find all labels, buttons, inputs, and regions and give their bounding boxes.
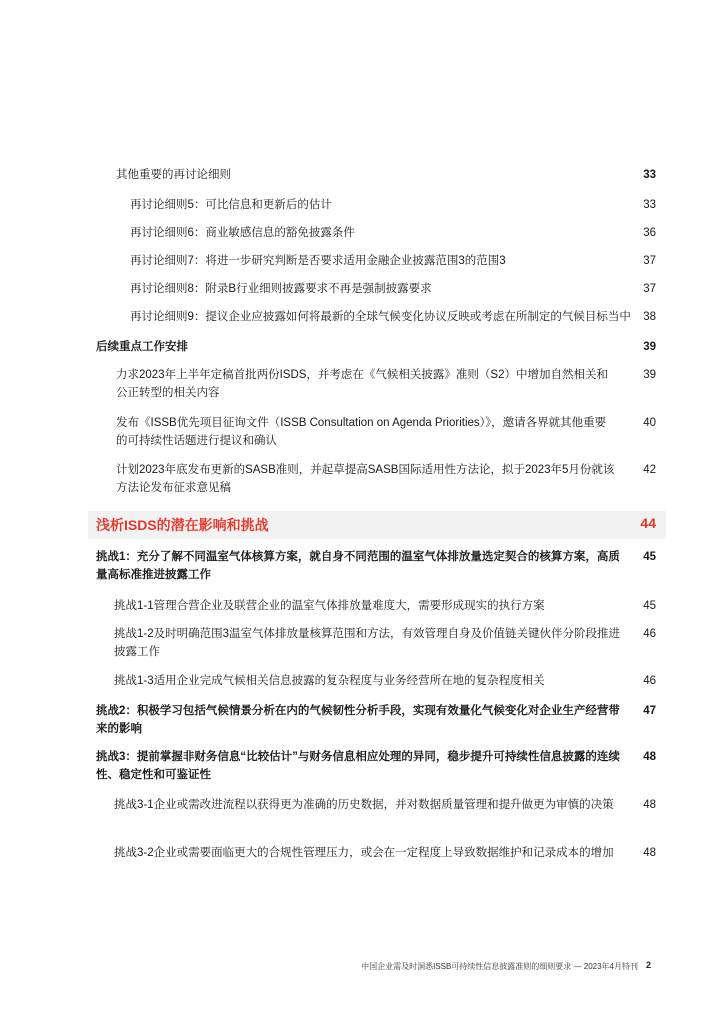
toc-entry-title: 计划2023年底发布更新的SASB准则，并起草提高SASB国际适用性方法论，拟于2023年5月份就该方法论发布征求意见稿 [116,464,615,494]
section-title[interactable]: 浅析ISDS的潜在影响和挑战 [96,517,269,533]
toc-entry-page: 40 [643,417,656,429]
toc-entry-title: 再讨论细则8：附录B行业细则披露要求不再是强制披露要求 [130,283,432,295]
toc-entry-title: 挑战3-2企业或需要面临更大的合规性管理压力，或会在一定程度上导致数据维护和记录成本的增加 [114,847,614,859]
toc-entry-page: 47 [643,705,656,717]
toc-entry-page: 37 [643,283,656,295]
toc-entry-page: 48 [643,799,656,811]
toc-entry-page: 46 [643,628,656,640]
toc-entry-page: 36 [643,227,656,239]
toc-entry-title: 挑战3-1企业或需改进流程以获得更为准确的历史数据，并对数据质量管理和提升做更为审慎的决策 [114,799,614,811]
toc-entry-page: 48 [643,847,656,859]
page-number: 2 [646,960,652,970]
toc-entry-title: 挑战2：积极学习包括气候情景分析在内的气候韧性分析手段，实现有效量化气候变化对企业生产经营带来的影响 [96,705,620,735]
toc-entry-page: 38 [643,311,656,323]
toc-entry-title: 挑战1-3适用企业完成气候相关信息披露的复杂程度与业务经营所在地的复杂程度相关 [114,675,545,687]
toc-entry-title: 再讨论细则6：商业敏感信息的豁免披露条件 [130,227,355,239]
toc-entry-title: 再讨论细则5：可比信息和更新后的估计 [130,199,332,211]
toc-entry-title: 再讨论细则7：将进一步研究判断是否要求适用金融企业披露范围3的范围3 [130,255,506,267]
toc-entry-page: 39 [643,341,656,353]
toc-entry-page: 45 [643,600,656,612]
toc-entry-title: 其他重要的再讨论细则 [116,169,231,181]
toc-entry-page: 48 [643,751,656,763]
section-page: 44 [640,515,656,531]
toc-entry-title: 再讨论细则9：提议企业应披露如何将最新的全球气候变化协议反映或考虑在所制定的气候目标当中 [130,311,631,323]
toc-entry-title: 挑战1-1管理合营企业及联营企业的温室气体排放量难度大，需要形成现实的执行方案 [114,600,545,612]
page-footer: 中国企业需及时洞悉ISSB可持续性信息披露准则的细则要求 — 2023年4月特刊 [361,962,638,971]
toc-entry-page: 39 [643,369,656,381]
toc-entry-page: 33 [643,199,656,211]
toc-entry-title: 挑战1：充分了解不同温室气体核算方案，就自身不同范围的温室气体排放量选定契合的核算方案，高质量高标准推进披露工作 [96,551,620,581]
toc-entry-page: 46 [643,675,656,687]
toc-entry-page: 37 [643,255,656,267]
toc-entry-title: 后续重点工作安排 [96,341,188,353]
toc-entry-page: 45 [643,551,656,563]
toc-entry-title: 发布《ISSB优先项目征询文件（ISSB Consultation on Agenda Priorities）》，邀请各界就其他重要的可持续性话题进行提议和确认 [116,417,607,447]
toc-entry-title: 力求2023年上半年定稿首批两份ISDS，并考虑在《气候相关披露》准则（S2）中增加自然相关和公正转型的相关内容 [116,369,608,399]
toc-entry-title: 挑战3：提前掌握非财务信息“比较估计”与财务信息相应处理的异同，稳步提升可持续性信息披露的连续性、稳定性和可鉴证性 [96,751,620,781]
toc-entry-title: 挑战1-2及时明确范围3温室气体排放量核算范围和方法，有效管理自身及价值链关键伙伴分阶段推进披露工作 [114,628,621,658]
toc-entry-page: 42 [643,464,656,476]
toc-entry-page: 33 [643,169,656,181]
